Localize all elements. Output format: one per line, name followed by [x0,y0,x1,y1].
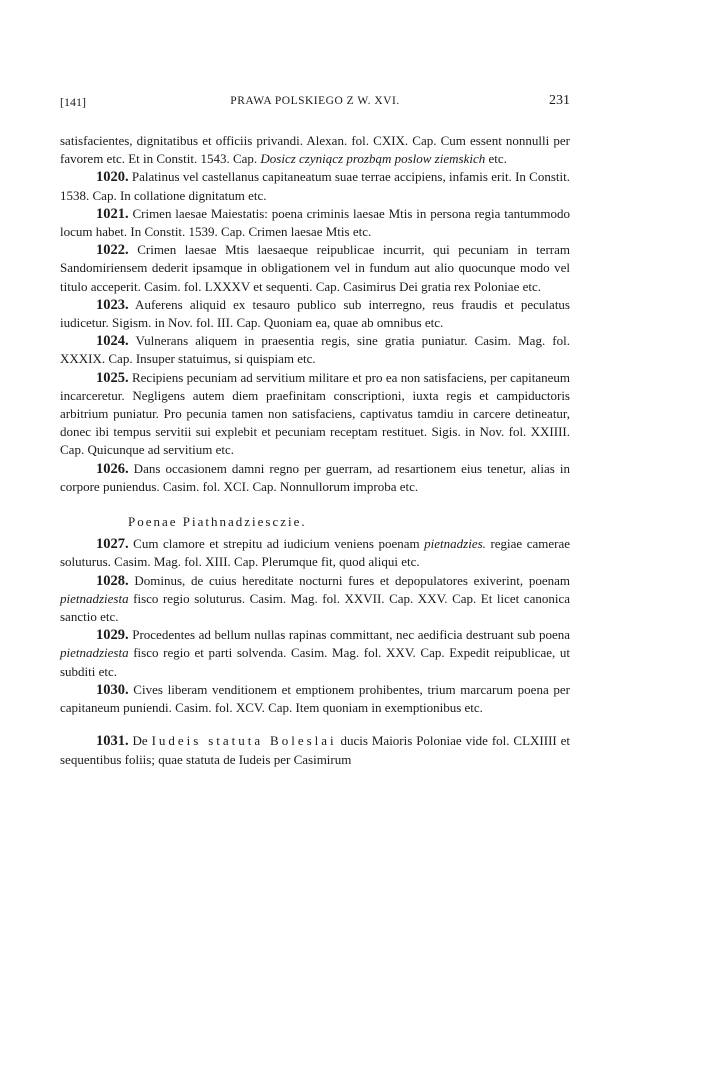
entry-1022: 1022. Crimen laesae Mtis laesaeque reipublicae incurrit, qui pecuniam in terram Sandomiriensem dederit ipsamque in obligationem vel in fundum aut alio quocunque modo vel titulo acceperit. Casim. fol. LXXXV et sequenti. Cap. Casimirus Dei gratia rex Poloniae etc. [60,242,570,294]
section-heading: Poenae Piathnadziesczie. [128,514,307,530]
page-number: 231 [549,93,570,108]
entry-1024: 1024. Vulnerans aliquem in praesentia regis, sine gratia puniatur. Casim. Mag. fol. XXXIX. Cap. Insuper statuimus, si quispiam etc. [60,333,570,367]
entry-1028: 1028. Dominus, de cuius hereditate nocturni fures et depopulatores exiverint, poenam pietnadziesta fisco regio soluturus. Casim. Mag. fol. XXVII. Cap. XXV. Cap. Et licet canonica sanctio etc. [60,572,570,625]
entry-1026: 1026. Dans occasionem damni regno per guerram, ad resartionem eius tenetur, alias in corpore puniendus. Casim. fol. XCI. Cap. Nonnullorum improba etc. [60,460,570,494]
page-bracket-number: [141] [60,95,86,109]
entry-1021: 1021. Crimen laesae Maiestatis: poena criminis laesae Mtis in persona regia tantummodo locum habet. In Constit. 1539. Cap. Crimen laesae Mtis etc. [60,205,570,240]
entry-1020: 1020. Palatinus vel castellanus capitaneatum suae terrae accipiens, infamis erit. In Constit. 1538. Cap. In collatione dignitatum etc. [60,169,570,203]
entry-1029: 1029. Procedentes ad bellum nullas rapinas committant, nec aedificia destruant sub poena pietnadziesta fisco regio et parti solvenda. Casim. Mag. fol. XXV. Cap. Expedit reipublicae, ut subditi etc. [60,627,570,679]
paragraph-continuation: satisfacientes, dignitatibus et officiis privandi. Alexan. fol. CXIX. Cap. Cum essent nonnulli per favorem etc. Et in Constit. 1543. Cap. Dosicz czyniącz prozbąm poslow ziemskich etc. [60,133,570,167]
entry-1025: 1025. Recipiens pecuniam ad servitium militare et pro ea non satisfaciens, per capitaneum incarceretur. Negligens autem diem praefinitam conscriptioni, iuxta regis et campiductoris arbitrium puniatur. Pro pecunia tamen non satisfaciens, captivatus tamdiu in carcere detineatur, donec ibi tempus servitii sui explebit et pecuniam receptam restituet. Sigis. in Nov. fol. XXIIII. Cap. Quicunque ad servitium etc. [60,369,570,458]
body-text [60,132,570,769]
entry-1031: 1031. De Iudeis statuta Boleslai ducis Maioris Poloniae vide fol. CLXIIII et sequentibus foliis; quae statuta de Iudeis per Casimirum [60,733,570,767]
entry-1027: 1027. Cum clamore et strepitu ad iudicium veniens poenam pietnadzies. regiae camerae soluturus. Casim. Mag. fol. XIII. Cap. Plerumque fit, quod aliqui etc. [60,536,571,570]
entry-1023: 1023. Auferens aliquid ex tesauro publico sub interregno, reus fraudis et peculatus iudicetur. Sigism. in Nov. fol. III. Cap. Quoniam ea, quae ab omnibus etc. [60,296,570,331]
running-header [60,93,570,113]
running-title: PRAWA POLSKIEGO Z W. XVI. [230,95,400,107]
entry-1030: 1030. Cives liberam venditionem et emptionem prohibentes, trium marcarum poena per capitaneum puniendi. Casim. fol. XCV. Cap. Item quoniam in exemptionibus etc. [60,681,570,716]
